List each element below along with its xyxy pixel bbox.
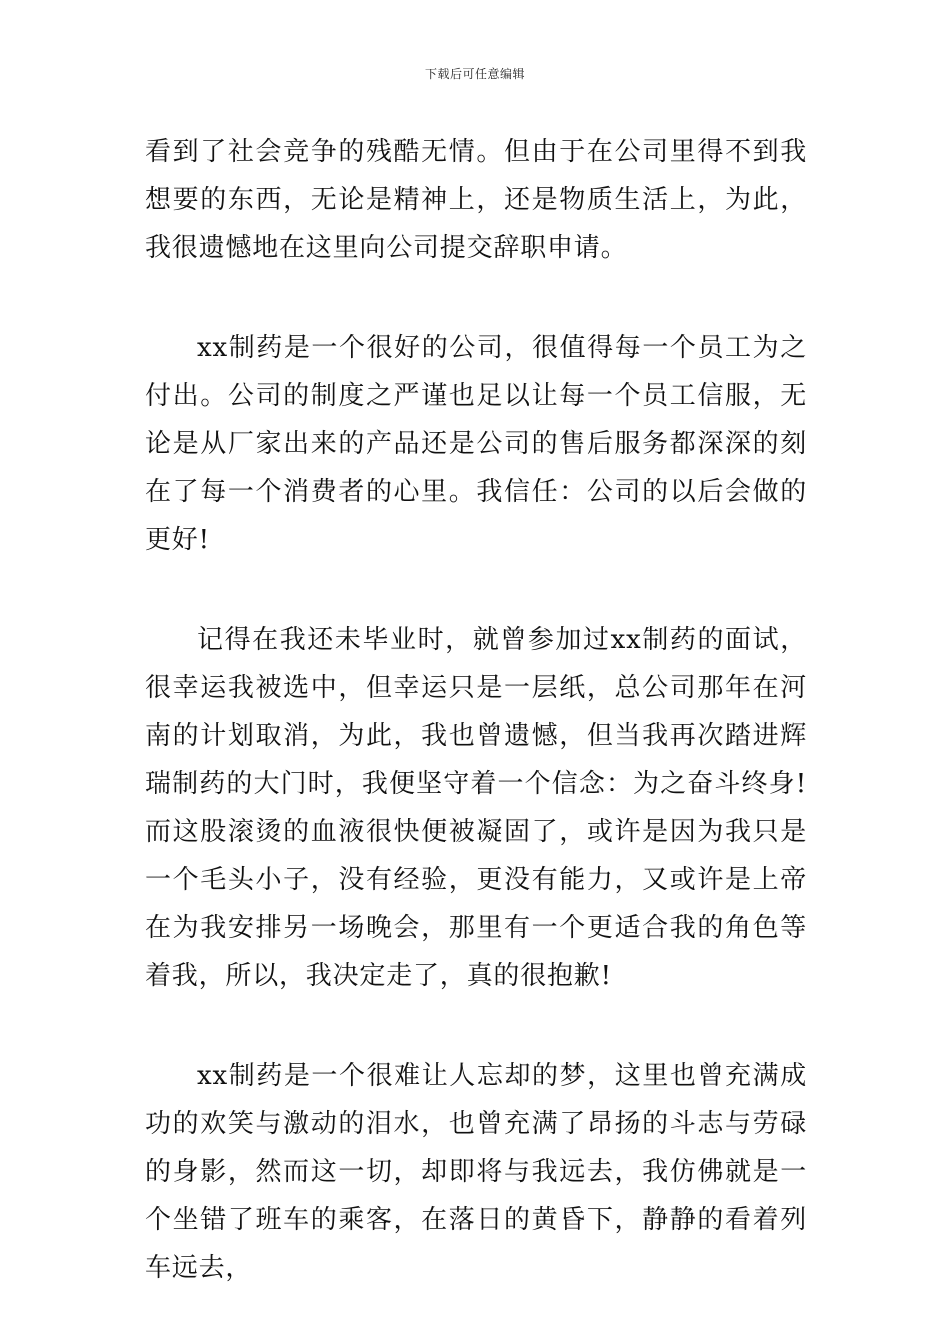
paragraph-3: 记得在我还未毕业时，就曾参加过xx制药的面试，很幸运我被选中，但幸运只是一层纸，总公司那年在河南的计划取消，为此，我也曾遗憾，但当我再次踏进辉瑞制药的大门时，我便坚守着一个信念：为之奋斗终身!而这股滚烫的血液很快便被凝固了，或许是因为我只是一个毛头小子，没有经验，更没有能力，又或许是上帝在为我安排另一场晚会，那里有一个更适合我的角色等着我，所以，我决定走了，真的很抱歉!: [145, 625, 807, 991]
paragraph-2: xx制药是一个很好的公司，很值得每一个员工为之付出。公司的制度之严谨也足以让每一个员工信服，无论是从厂家出来的产品还是公司的售后服务都深深的刻在了每一个消费者的心里。我信任：公司的以后会做的更好!: [145, 333, 807, 555]
page-header: 下载后可任意编辑: [424, 67, 525, 81]
document-body: [145, 128, 807, 1344]
paragraph-1: 看到了社会竞争的残酷无情。但由于在公司里得不到我想要的东西，无论是精神上，还是物质生活上，为此，我很遗憾地在这里向公司提交辞职申请。: [145, 137, 807, 263]
paragraph-4: xx制药是一个很难让人忘却的梦，这里也曾充满成功的欢笑与激动的泪水，也曾充满了昂扬的斗志与劳碌的身影，然而这一切，却即将与我远去，我仿佛就是一个坐错了班车的乘客，在落日的黄昏下，静静的看着列车远去，: [145, 1061, 807, 1283]
